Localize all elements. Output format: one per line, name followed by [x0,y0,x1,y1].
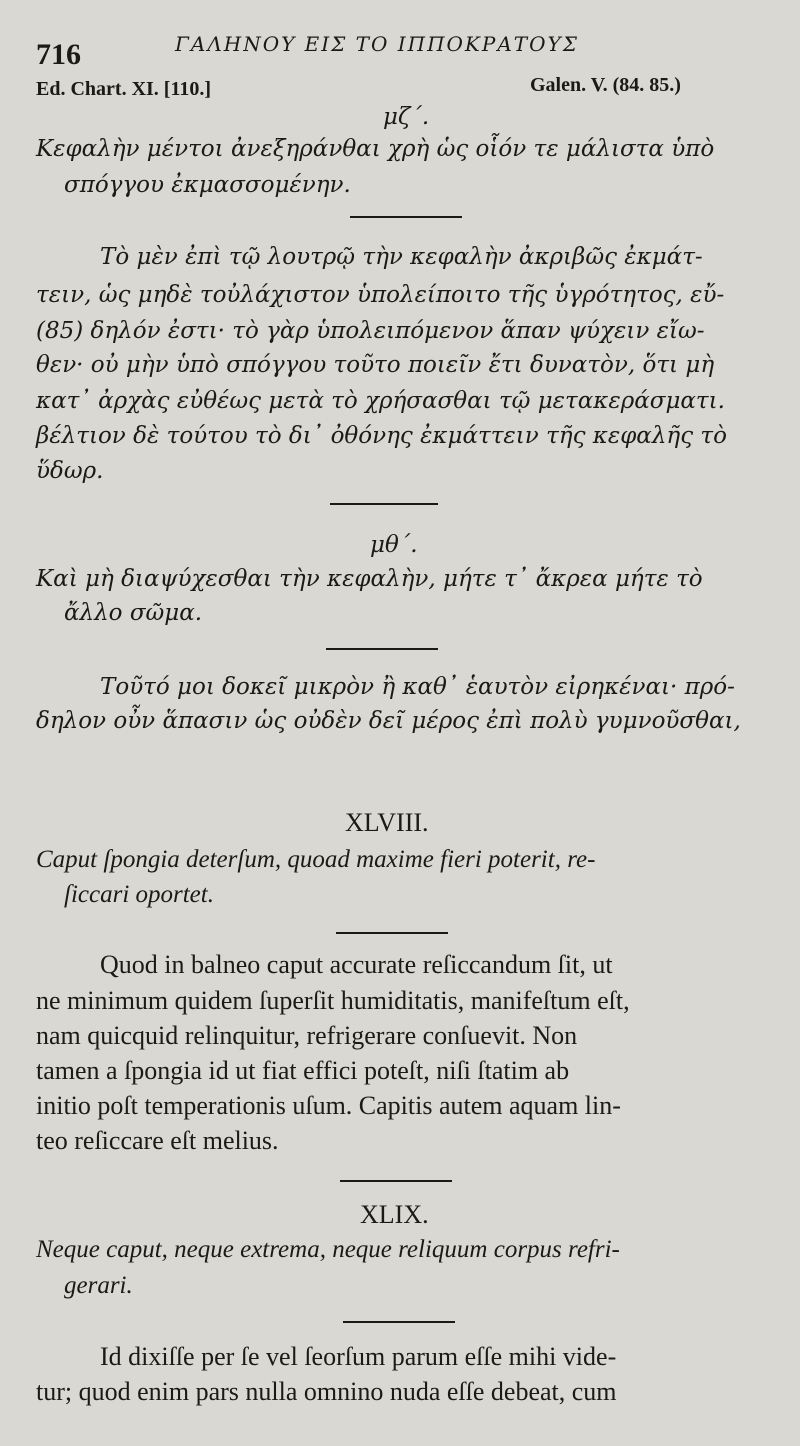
greek-commentary-line: Τοῦτό μοι δοκεῖ μικρὸν ἢ καθ᾽ ἑαυτὸν εἰρηκέναι· πρό- [100,674,735,700]
latin-section-number: XLVIII. [345,808,429,837]
latin-commentary-line: Quod in balneo caput accurate reſiccandum ſit, ut [100,950,613,979]
section-rule [350,216,462,218]
latin-section-number: XLIX. [360,1200,429,1229]
greek-section-number: μθ΄. [370,532,418,558]
edition-reference-left: Ed. Chart. XI. [110.] [36,78,212,100]
latin-lemma-line: gerari. [64,1272,133,1299]
running-title: ΓΑΛΗΝΟΥ ΕΙΣ ΤΟ ΙΠΠΟΚΡΑΤΟΥΣ [175,32,579,56]
latin-lemma-line: Caput ſpongia deterſum, quoad maxime fieri poterit, re- [36,846,596,873]
page-number: 716 [36,38,81,71]
greek-commentary-line: ὕδωρ. [36,458,104,484]
greek-commentary-line: κατ᾽ ἀρχὰς εὐθέως μετὰ τὸ χρήσασθαι τῷ μετακεράσματι. [36,388,725,414]
latin-commentary-line: teo reſiccare eſt melius. [36,1126,279,1155]
latin-commentary-line: ne minimum quidem ſuperſit humiditatis, manifeſtum eſt, [36,986,630,1015]
latin-lemma-line: Neque caput, neque extrema, neque reliquum corpus refri- [36,1236,620,1263]
latin-commentary-line: Id dixiſſe per ſe vel ſeorſum parum eſſe mihi vide- [100,1342,617,1371]
latin-commentary-line: tur; quod enim pars nulla omnino nuda eſſe debeat, cum [36,1377,617,1406]
greek-commentary-line: τειν, ὡς μηδὲ τοὐλάχιστον ὑπολείποιτο τῆς ὑγρότητος, εὔ- [36,282,725,308]
greek-lemma-line: Κεφαλὴν μέντοι ἀνεξηράνθαι χρὴ ὡς οἷόν τε μάλιστα ὑπὸ [36,136,715,162]
greek-commentary-line: (85) δηλόν ἐστι· τὸ γὰρ ὑπολειπόμενον ἅπαν ψύχειν εἴω- [36,318,705,344]
greek-lemma-line: ἄλλο σῶμα. [64,600,203,626]
edition-reference-right: Galen. V. (84. 85.) [530,74,681,96]
greek-commentary-line: δηλον οὖν ἅπασιν ὡς οὐδὲν δεῖ μέρος ἐπὶ πολὺ γυμνοῦσθαι, [36,708,741,734]
latin-commentary-line: initio poſt temperationis uſum. Capitis autem aquam lin- [36,1091,621,1120]
section-rule [336,932,448,934]
latin-commentary-line: nam quicquid relinquitur, refrigerare conſuevit. Non [36,1021,578,1050]
latin-commentary-line: tamen a ſpongia id ut fiat effici poteſt, niſi ſtatim ab [36,1056,570,1085]
section-rule [340,1180,452,1182]
greek-commentary-line: βέλτιον δὲ τούτου τὸ δι᾽ ὀθόνης ἐκμάττειν τῆς κεφαλῆς τὸ [36,423,727,449]
greek-section-number: μζ΄. [383,104,430,130]
section-rule [330,503,438,505]
section-rule [326,648,438,650]
greek-lemma-line: σπόγγου ἐκμασσομένην. [64,172,351,198]
greek-commentary-line: θεν· οὐ μὴν ὑπὸ σπόγγου τοῦτο ποιεῖν ἔτι δυνατὸν, ὅτι μὴ [36,352,715,378]
greek-commentary-line: Τὸ μὲν ἐπὶ τῷ λουτρῷ τὴν κεφαλὴν ἀκριβῶς ἐκμάτ- [100,244,703,270]
latin-lemma-line: ſiccari oportet. [64,881,214,908]
section-rule [343,1321,455,1323]
greek-lemma-line: Καὶ μὴ διαψύχεσθαι τὴν κεφαλὴν, μήτε τ᾽ ἄκρεα μήτε τὸ [36,566,703,592]
